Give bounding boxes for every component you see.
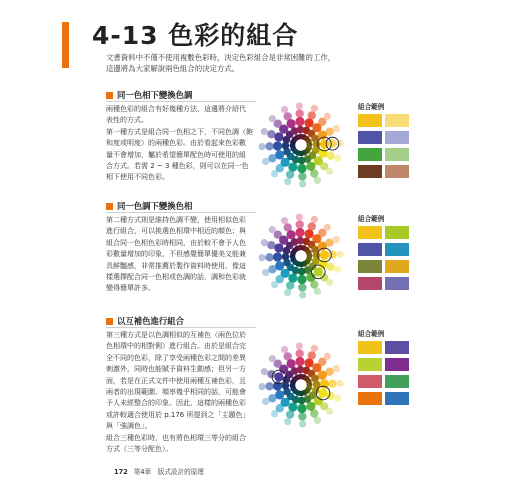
- wheel-dot: [298, 134, 304, 140]
- wheel-dot: [295, 349, 303, 357]
- wheel-dot: [333, 236, 340, 243]
- color-swatch: [385, 131, 409, 144]
- wheel-dot: [281, 106, 288, 113]
- wheel-dot: [318, 130, 327, 139]
- wheel-dot: [295, 228, 304, 237]
- wheel-dot: [273, 141, 282, 150]
- color-swatch: [358, 114, 382, 127]
- combination-examples: [358, 101, 409, 182]
- color-swatch: [385, 375, 409, 388]
- wheel-dot: [261, 239, 268, 246]
- wheel-dot: [274, 372, 283, 381]
- section-heading-same-tone: 同一色調下變換色相: [106, 200, 192, 212]
- wheel-dot: [311, 216, 318, 223]
- wheel-dot: [275, 150, 284, 159]
- wheel-dot: [261, 368, 268, 375]
- swatch-pair: [358, 392, 409, 405]
- wheel-dot: [297, 366, 305, 374]
- wheel-dot: [314, 288, 321, 295]
- wheel-dot: [299, 420, 306, 427]
- wheel-dot: [298, 172, 306, 180]
- wheel-dot: [295, 117, 304, 126]
- section-body-complementary: 第三種方式是以色調相似的互補色（兩色位於 色相環中的相對側）進行組合。由於是組合完 全不同的色彩，除了享受兩種色彩之間的差異 刺激外，同時也能賦予資料生動感；但另一方 面，若是在正式文件中使用兩種互補色彩，且 兩者的出現範圍、頻率幾乎相同的話，可能會 予人未經整合的印象。因此，這樣的兩種色彩 或許較適合使用於 p.176 所提到之「主題色」 與「強調色」。 組合三種色彩時，也有將色相環三等分的組合 方式（三等分配色）。: [106, 331, 250, 454]
- examples-label: 組合範例: [358, 330, 385, 338]
- section-heading-complementary: 以互補色進行組合: [106, 315, 184, 327]
- wheel-dot: [299, 291, 306, 298]
- wheel-dot: [274, 243, 283, 252]
- color-swatch: [358, 277, 382, 290]
- chapter-name: 第4章 版式設計的原理: [133, 468, 204, 476]
- swatch-pair: [358, 165, 409, 178]
- combination-examples: [358, 213, 409, 294]
- color-wheel-diagram: [256, 211, 346, 301]
- color-swatch: [358, 260, 382, 273]
- color-swatch: [358, 375, 382, 388]
- wheel-dot: [296, 102, 303, 109]
- page-title: 4-13 色彩的組合: [92, 21, 299, 50]
- wheel-dot: [328, 139, 336, 147]
- wheel-dot: [298, 283, 306, 291]
- wheel-dot: [284, 178, 291, 185]
- wheel-dot: [334, 395, 341, 402]
- wheel-dot: [297, 126, 305, 134]
- swatch-pair: [358, 341, 409, 354]
- wheel-dot: [281, 346, 288, 353]
- color-swatch: [358, 165, 382, 178]
- section-body-same-tone: 第二種方式則是維持色調不變，使用相似色彩 進行組合，可以挑選色相環中相近的顏色；與 組合同一色相色彩時相同，由於較不會予人色 彩數量增加的印象，不但感覺簡單優美又能兼 具鮮豔感，非常推薦於製作資料時使用。像這 樣選擇配合同一色相或色調的話，調和色彩就 變得簡單許多。: [106, 216, 246, 293]
- wheel-dot: [314, 177, 321, 184]
- wheel-dot: [273, 252, 282, 261]
- wheel-dot: [298, 245, 304, 251]
- wheel-dot: [265, 142, 273, 150]
- wheel-dot: [320, 250, 329, 259]
- square-bullet-icon: [106, 318, 113, 325]
- swatch-pair: [358, 148, 409, 161]
- wheel-dot: [336, 380, 343, 387]
- page-number: 172: [114, 468, 128, 476]
- wheel-dot: [328, 250, 336, 258]
- color-wheel-diagram: [256, 100, 346, 190]
- intro-line: 這邊將為大家解說兩色組合的決定方式。: [106, 63, 240, 73]
- color-swatch: [385, 260, 409, 273]
- color-swatch: [385, 392, 409, 405]
- color-wheel-diagram: [256, 340, 346, 430]
- wheel-dot: [299, 180, 306, 187]
- swatch-pair: [358, 277, 409, 290]
- wheel-dot: [318, 388, 327, 397]
- wheel-dot: [328, 379, 336, 387]
- wheel-dot: [311, 345, 318, 352]
- swatch-pair: [358, 260, 409, 273]
- color-swatch: [385, 165, 409, 178]
- wheel-dot: [286, 230, 295, 239]
- color-swatch: [385, 341, 409, 354]
- wheel-dot: [258, 143, 265, 150]
- wheel-dot: [304, 358, 313, 367]
- section-heading-same-hue: 同一色相下變換色調: [106, 89, 192, 101]
- color-swatch: [385, 243, 409, 256]
- wheel-dot: [288, 273, 297, 282]
- wheel-dot: [336, 251, 343, 258]
- section-divider: [106, 212, 256, 213]
- wheel-dot: [295, 109, 303, 117]
- color-swatch: [358, 358, 382, 371]
- wheel-dot: [284, 418, 291, 425]
- title-accent-bar: [62, 22, 69, 68]
- color-swatch: [358, 131, 382, 144]
- wheel-dot: [318, 241, 327, 250]
- wheel-dot: [318, 148, 327, 157]
- wheel-dot: [297, 404, 306, 413]
- swatch-pair: [358, 375, 409, 388]
- wheel-dot: [286, 119, 295, 128]
- color-swatch: [358, 226, 382, 239]
- color-swatch: [385, 148, 409, 161]
- color-swatch: [385, 358, 409, 371]
- wheel-dot: [334, 266, 341, 273]
- wheel-dot: [311, 105, 318, 112]
- page-footer: [114, 466, 204, 476]
- swatch-pair: [358, 226, 409, 239]
- wheel-dot: [298, 412, 306, 420]
- swatch-pair: [358, 243, 409, 256]
- wheel-dot: [281, 217, 288, 224]
- color-swatch: [358, 243, 382, 256]
- swatch-pair: [358, 114, 409, 127]
- wheel-dot: [275, 261, 284, 270]
- wheel-dot: [333, 125, 340, 132]
- section-divider: [106, 327, 256, 328]
- wheel-dot: [333, 365, 340, 372]
- wheel-dot: [286, 359, 295, 368]
- examples-label: 組合範例: [358, 103, 385, 111]
- wheel-dot: [336, 140, 343, 147]
- wheel-dot: [288, 402, 297, 411]
- color-swatch: [358, 392, 382, 405]
- square-bullet-icon: [106, 92, 113, 99]
- wheel-dot: [284, 289, 291, 296]
- wheel-dot: [304, 229, 313, 238]
- wheel-dot: [273, 381, 282, 390]
- wheel-dot: [296, 213, 303, 220]
- color-swatch: [385, 277, 409, 290]
- wheel-dot: [262, 398, 269, 405]
- wheel-dot: [258, 383, 265, 390]
- wheel-dot: [296, 342, 303, 349]
- intro-text: [106, 53, 406, 74]
- wheel-dot: [261, 128, 268, 135]
- section-divider: [106, 101, 256, 102]
- square-bullet-icon: [106, 203, 113, 210]
- wheel-dot: [318, 370, 327, 379]
- wheel-dot: [304, 118, 313, 127]
- wheel-dot: [262, 269, 269, 276]
- combination-examples: [358, 328, 409, 409]
- wheel-dot: [314, 417, 321, 424]
- wheel-dot: [297, 275, 306, 284]
- wheel-dot: [306, 162, 315, 171]
- color-swatch: [385, 114, 409, 127]
- wheel-dot: [334, 155, 341, 162]
- wheel-dot: [297, 237, 305, 245]
- wheel-dot: [265, 382, 273, 390]
- swatch-pair: [358, 358, 409, 371]
- wheel-dot: [262, 158, 269, 165]
- color-swatch: [358, 148, 382, 161]
- wheel-dot: [258, 254, 265, 261]
- wheel-dot: [295, 357, 304, 366]
- wheel-dot: [320, 379, 329, 388]
- wheel-dot: [275, 390, 284, 399]
- wheel-dot: [265, 253, 273, 261]
- wheel-dot: [288, 162, 297, 171]
- wheel-dot: [295, 220, 303, 228]
- swatch-pair: [358, 131, 409, 144]
- examples-label: 組合範例: [358, 215, 385, 223]
- section-body-same-hue: 兩種色彩的組合有好幾種方法，這邊將介紹代 表性的方式。 第一種方式是組合同一色相之下，不同色調（飽 和度或明度）的兩種色彩。由於看起來色彩數 量不會增加，屬於希望簡單配色時可使用的組 合方式。若需 2 ~ 3 種色彩，則可以在同一色 相下使用不同色彩。: [106, 105, 253, 182]
- wheel-dot: [298, 374, 304, 380]
- color-swatch: [358, 341, 382, 354]
- wheel-dot: [297, 164, 306, 173]
- color-swatch: [385, 226, 409, 239]
- intro-line: 文書資料中不僅不使用複數色彩時，決定色彩組合是非常困難的工作，: [106, 53, 336, 62]
- wheel-dot: [306, 402, 315, 411]
- wheel-dot: [274, 132, 283, 141]
